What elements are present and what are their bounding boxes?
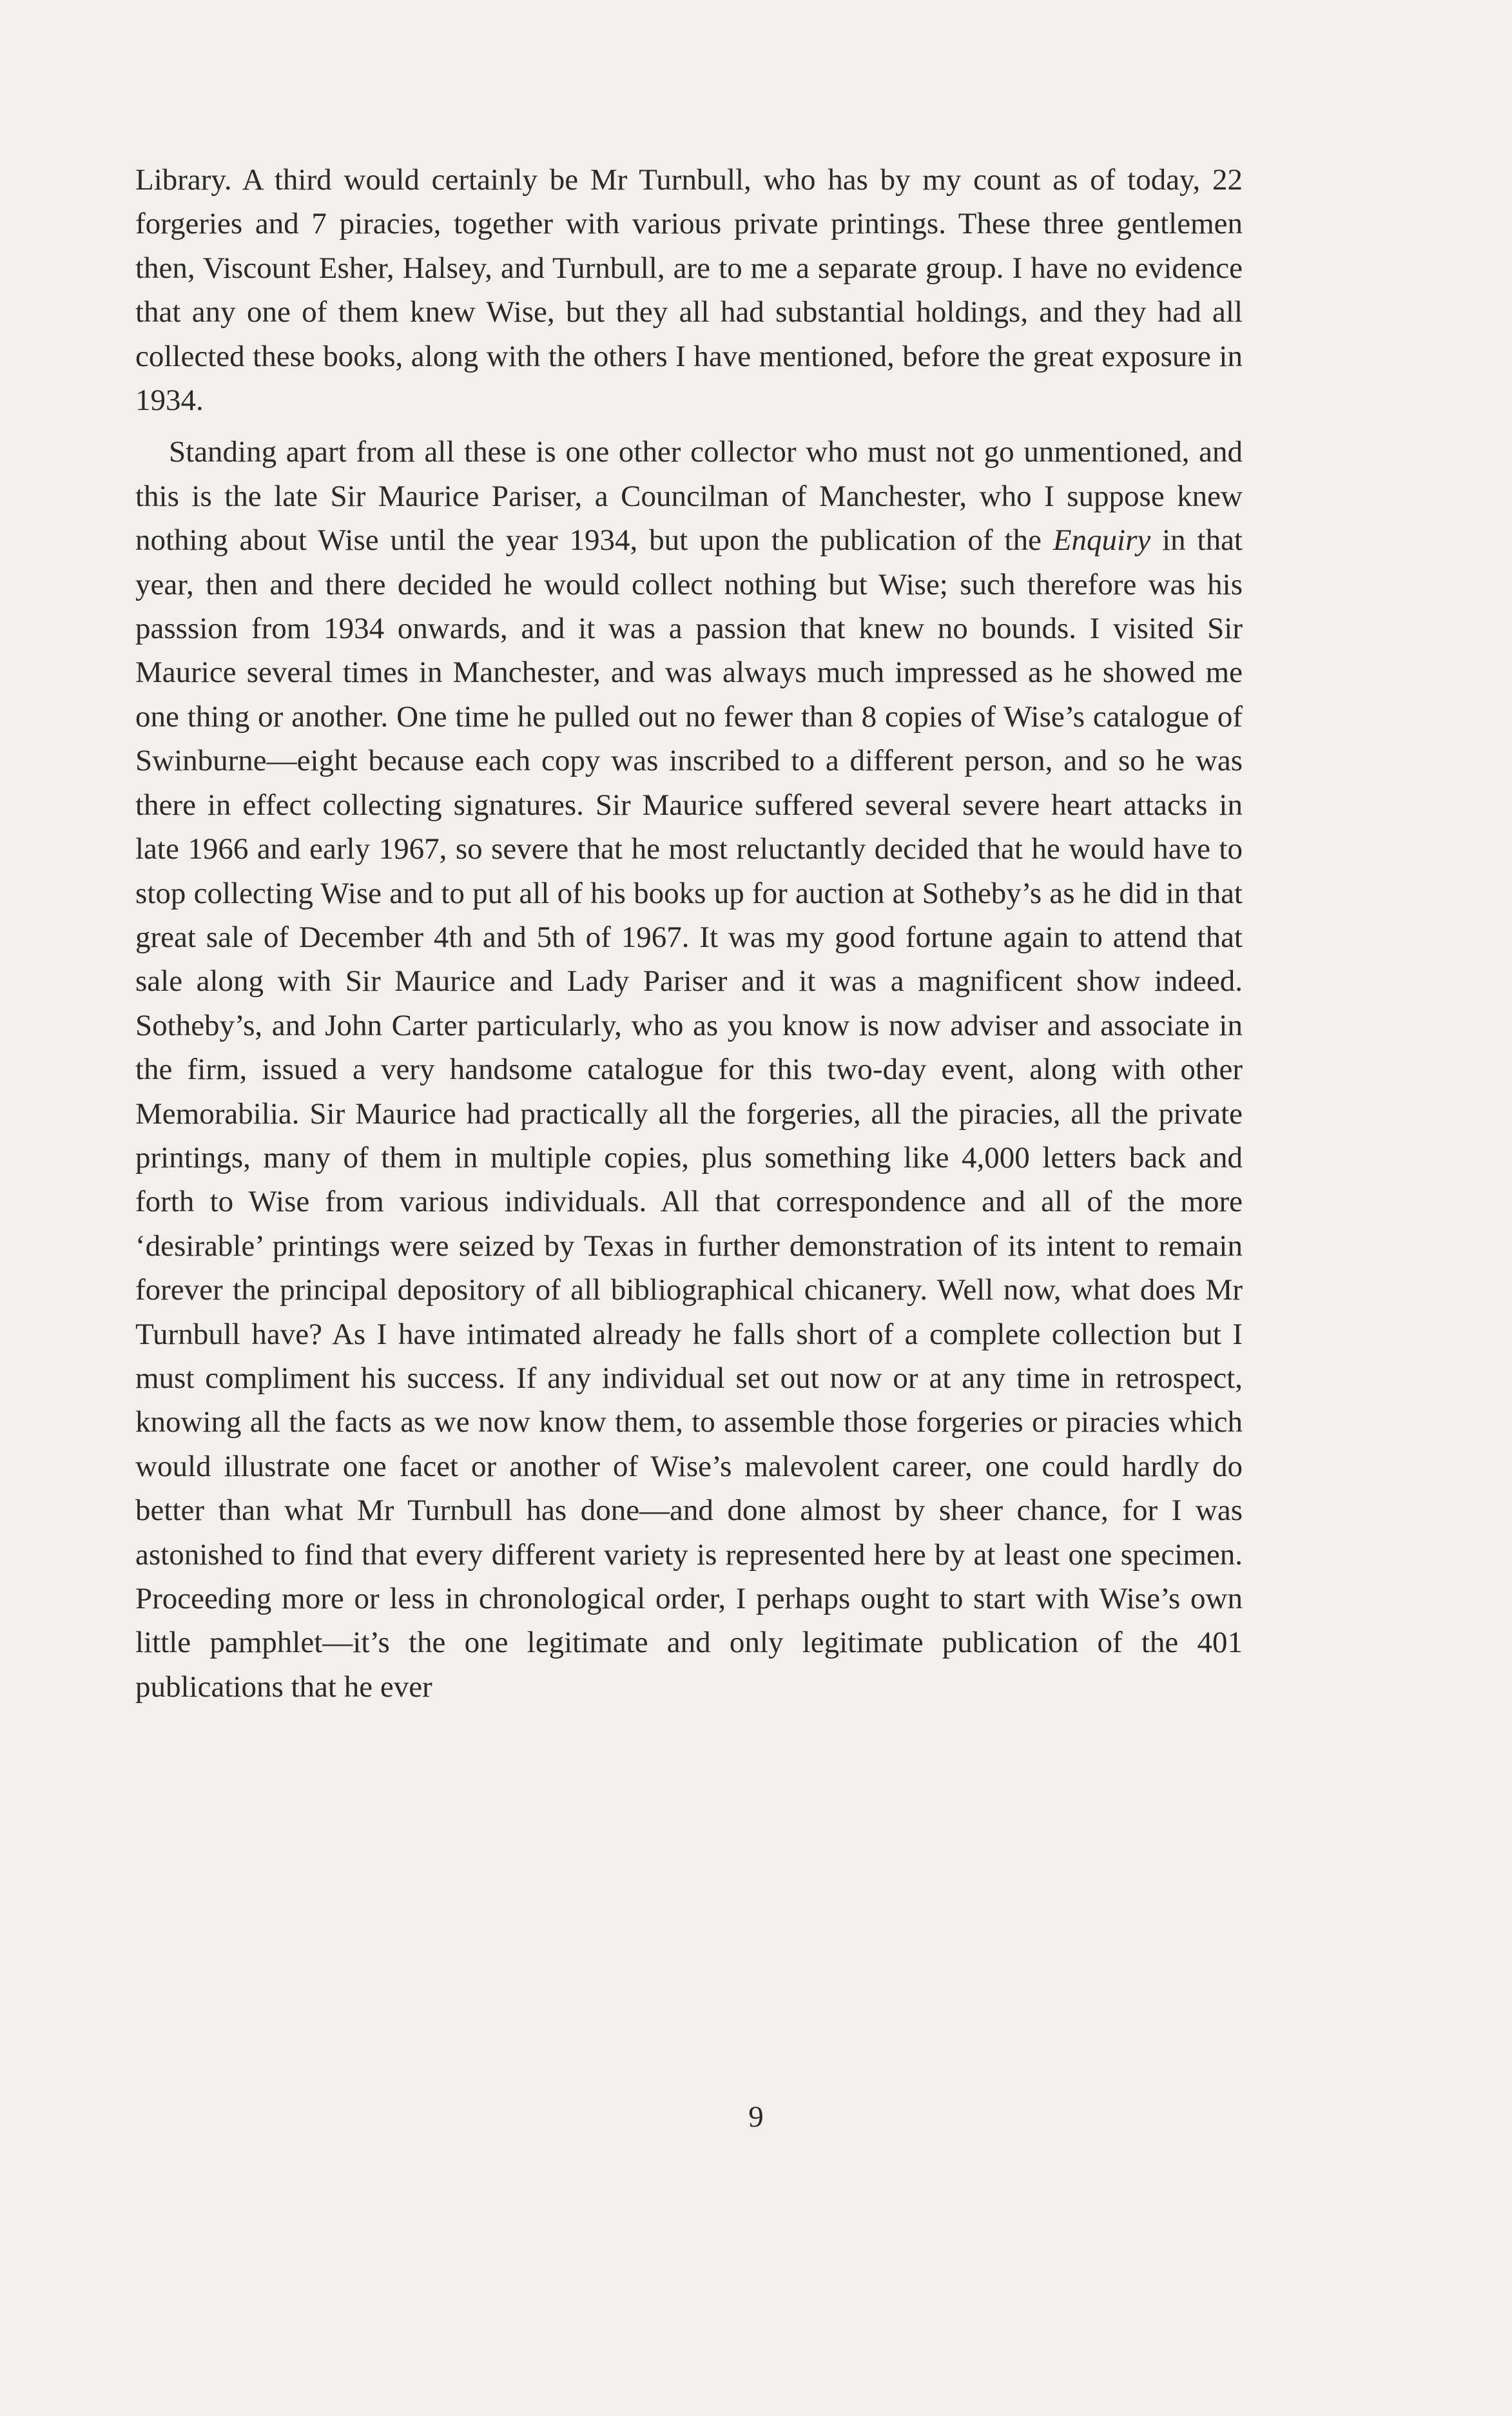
paragraph-2-text-before: Standing apart from all these is one other collector who must not go unmentioned, and this is the late Sir Maurice Pariser, a Councilman of Manchester, who I suppose knew nothing about Wise until the year 1934, but upon the publication of the	[135, 435, 1243, 558]
page-number: 9	[748, 2100, 764, 2134]
paragraph-2	[135, 430, 1243, 1709]
page-body	[135, 158, 1243, 1709]
paragraph-1	[135, 158, 1243, 422]
enquiry-title: Enquiry	[1052, 523, 1151, 558]
paragraph-1-text: Library. A third would certainly be Mr Turnbull, who has by my count as of today, 22 forgeries and 7 piracies, together with various private printings. These three gentlemen then, Viscount Esher, Halsey, and Turnbull, are to me a separate group. I have no evidence that any one of them knew Wise, but they all had substantial holdings, and they had all collected these books, along with the others I have mentioned, before the great exposure in 1934.	[135, 163, 1243, 418]
paragraph-2-text-after: in that year, then and there decided he would collect nothing but Wise; such therefore was his passsion from 1934 onwards, and it was a passion that knew no bounds. I visited Sir Maurice several times in Manchester, and was always much impressed as he showed me one thing or another. One time he pulled out no fewer than 8 copies of Wise’s catalogue of Swinburne—eight because each copy was inscribed to a different person, and so he was there in effect collecting signatures. Sir Maurice suffered several severe heart attacks in late 1966 and early 1967, so severe that he most reluctantly decided that he would have to stop collecting Wise and to put all of his books up for auction at Sotheby’s as he did in that great sale of December 4th and 5th of 1967. It was my good fortune again to attend that sale along with Sir Maurice and Lady Pariser and it was a magnificent show indeed. Sotheby’s, and John Carter particularly, who as you know is now adviser and associate in the firm, issued a very handsome catalogue for this two-day event, along with other Memorabilia. Sir Maurice had practically all the forgeries, all the piracies, all the private printings, many of them in multiple copies, plus something like 4,000 letters back and forth to Wise from various individuals. All that correspondence and all of the more ‘desirable’ printings were seized by Texas in further demonstration of its intent to remain forever the principal depository of all bibliographical chicanery. Well now, what does Mr Turnbull have? As I have intimated already he falls short of a complete collection but I must compliment his success. If any individual set out now or at any time in retrospect, knowing all the facts as we now know them, to assemble those forgeries or piracies which would illustrate one facet or another of Wise’s malevolent career, one could hardly do better than what Mr Turnbull has done—and done almost by sheer chance, for I was astonished to find that every different variety is represented here by at least one specimen. Proceeding more or less in chronological order, I perhaps ought to start with Wise’s own little pamphlet—it’s the one legitimate and only legitimate publication of the 401 publications that he ever	[135, 523, 1243, 1704]
